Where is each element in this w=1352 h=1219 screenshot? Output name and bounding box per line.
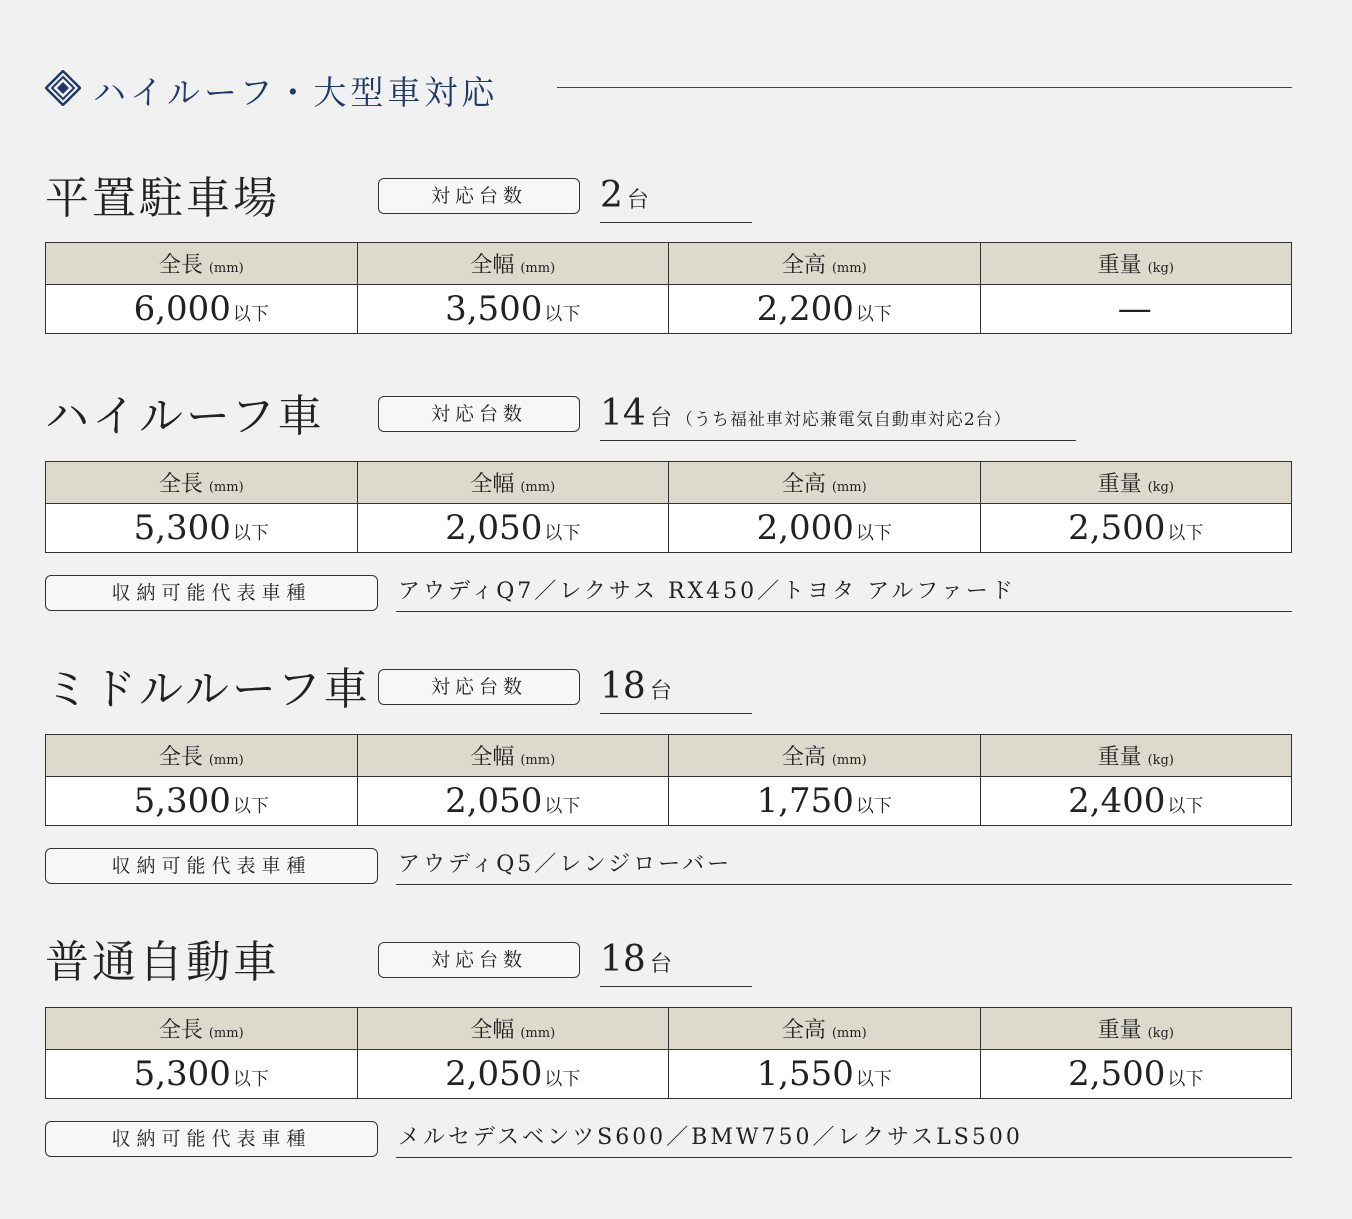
diamond-icon [45, 70, 81, 106]
header-divider [557, 87, 1292, 88]
capacity-count [600, 172, 752, 223]
value-height: 1,550 以下 [669, 1050, 981, 1099]
value-height: 2,000 以下 [669, 504, 981, 553]
count-unit: 台 [626, 188, 649, 213]
spec-table [45, 1007, 1292, 1099]
models-row [45, 575, 1292, 615]
models-label: 収納可能代表車種 [45, 1121, 378, 1157]
models-row [45, 848, 1292, 888]
spec-table [45, 461, 1292, 553]
count-number: 2 [600, 175, 623, 216]
value-length: 5,300 以下 [46, 504, 358, 553]
value-width: 2,050 以下 [357, 777, 669, 826]
value-width: 2,050 以下 [357, 1050, 669, 1099]
capacity-badge: 対応台数 [378, 669, 580, 705]
value-weight: 2,500 以下 [980, 504, 1292, 553]
value-height: 2,200 以下 [669, 285, 981, 334]
header-cell-height: 全高 (mm) [669, 735, 981, 777]
value-weight: — [980, 285, 1292, 334]
models-row [45, 1121, 1292, 1161]
header-cell-height: 全高 (mm) [669, 243, 981, 285]
capacity-count [600, 390, 1076, 441]
models-label: 収納可能代表車種 [45, 848, 378, 884]
spec-header-row [46, 1008, 1292, 1050]
count-number: 18 [600, 666, 646, 707]
count-unit: 台 [649, 406, 672, 431]
models-text: メルセデスベンツS600／BMW750／レクサスLS500 [396, 1121, 1292, 1158]
section-title: 平置駐車場 [45, 173, 280, 224]
spec-table [45, 242, 1292, 334]
value-weight: 2,500 以下 [980, 1050, 1292, 1099]
count-note: （うち福祉車対応兼電気自動車対応2台） [675, 410, 1012, 430]
capacity-badge: 対応台数 [378, 942, 580, 978]
capacity-badge: 対応台数 [378, 396, 580, 432]
spec-header-row [46, 735, 1292, 777]
header-cell-width: 全幅 (mm) [357, 462, 669, 504]
spec-table [45, 734, 1292, 826]
spec-value-row [46, 1050, 1292, 1099]
header-cell-weight: 重量 (kg) [980, 243, 1292, 285]
value-weight: 2,400 以下 [980, 777, 1292, 826]
capacity-badge: 対応台数 [378, 178, 580, 214]
value-width: 3,500 以下 [357, 285, 669, 334]
header-cell-height: 全高 (mm) [669, 462, 981, 504]
count-unit: 台 [649, 952, 672, 977]
header-cell-length: 全長 (mm) [46, 462, 358, 504]
models-text: アウディQ7／レクサス RX450／トヨタ アルファード [396, 575, 1292, 612]
section-title: ハイルーフ車 [45, 391, 325, 442]
value-height: 1,750 以下 [669, 777, 981, 826]
header-cell-length: 全長 (mm) [46, 735, 358, 777]
spec-value-row [46, 504, 1292, 553]
value-length: 5,300 以下 [46, 777, 358, 826]
value-length: 6,000 以下 [46, 285, 358, 334]
section-title: ミドルルーフ車 [45, 664, 371, 715]
value-length: 5,300 以下 [46, 1050, 358, 1099]
header-cell-weight: 重量 (kg) [980, 735, 1292, 777]
page-title: ハイルーフ・大型車対応 [93, 73, 499, 112]
spec-value-row [46, 285, 1292, 334]
spec-value-row [46, 777, 1292, 826]
models-label: 収納可能代表車種 [45, 575, 378, 611]
spec-header-row [46, 462, 1292, 504]
header-cell-width: 全幅 (mm) [357, 735, 669, 777]
value-width: 2,050 以下 [357, 504, 669, 553]
capacity-count [600, 663, 752, 714]
count-number: 18 [600, 939, 646, 980]
header-cell-width: 全幅 (mm) [357, 1008, 669, 1050]
header-cell-weight: 重量 (kg) [980, 462, 1292, 504]
header-cell-length: 全長 (mm) [46, 243, 358, 285]
capacity-count [600, 936, 752, 987]
count-unit: 台 [649, 679, 672, 704]
page-header [45, 64, 1292, 114]
spec-header-row [46, 243, 1292, 285]
header-cell-length: 全長 (mm) [46, 1008, 358, 1050]
header-cell-width: 全幅 (mm) [357, 243, 669, 285]
count-number: 14 [600, 393, 646, 434]
models-text: アウディQ5／レンジローバー [396, 848, 1292, 885]
header-cell-weight: 重量 (kg) [980, 1008, 1292, 1050]
section-title: 普通自動車 [45, 937, 280, 988]
header-cell-height: 全高 (mm) [669, 1008, 981, 1050]
